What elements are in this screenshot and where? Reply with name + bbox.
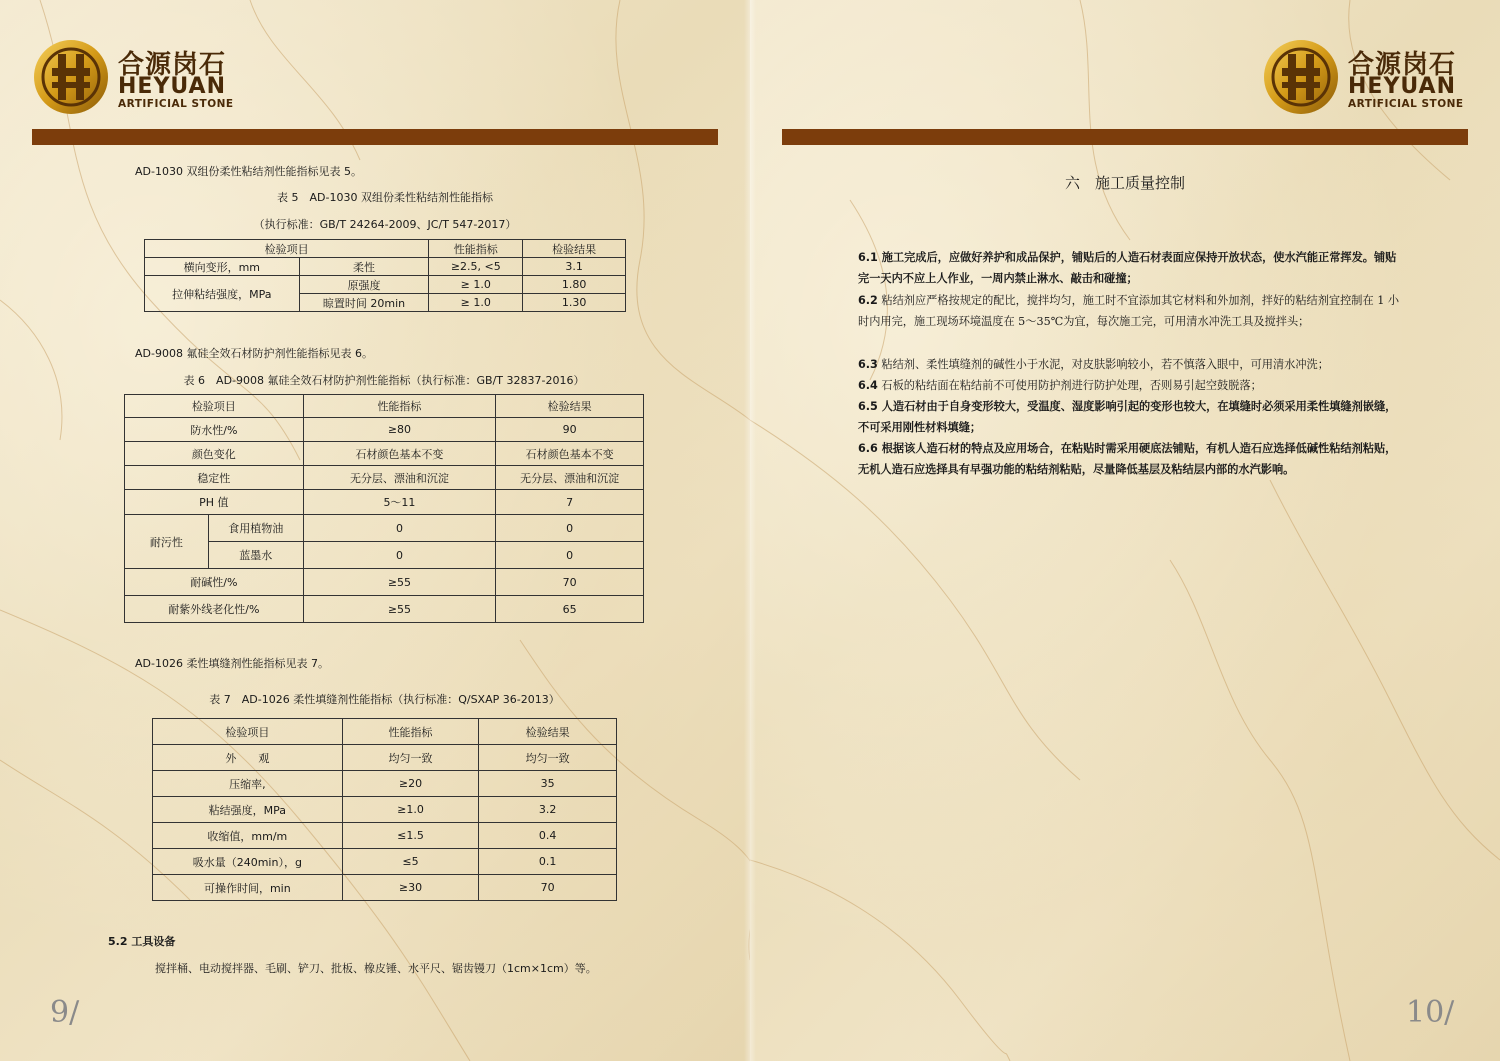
clause-text: 根据该人造石材的特点及应用场合，在粘贴时需采用硬底法铺贴，有机人造石应选择低碱性粘结剂粘贴，无机人造石应选择具有早强功能的粘结剂粘贴，尽量降低基层及粘结层内部的水汽影响。 bbox=[858, 441, 1397, 476]
table6 bbox=[124, 394, 644, 623]
clause-number: 6.5 bbox=[858, 400, 878, 413]
table-header: 性能指标 bbox=[429, 240, 523, 258]
intro-table7: AD-1026 柔性填缝剂性能指标见表 7。 bbox=[135, 657, 329, 670]
clause-6-1 bbox=[858, 247, 1403, 289]
page-right bbox=[750, 0, 1500, 1061]
table-cell: 颜色变化 bbox=[125, 442, 304, 466]
table-row bbox=[153, 719, 617, 745]
table-cell: 外 观 bbox=[153, 745, 343, 771]
table-header: 检验项目 bbox=[125, 395, 304, 418]
table-cell: ≥ 1.0 bbox=[429, 276, 523, 294]
logo-mark-icon bbox=[1262, 38, 1340, 116]
section-title: 六 施工质量控制 bbox=[1064, 174, 1185, 192]
clause-text: 粘结剂、柔性填缝剂的碱性小于水泥，对皮肤影响较小，若不慎落入眼中，可用清水冲洗； bbox=[877, 358, 1329, 371]
table-header: 性能指标 bbox=[303, 395, 496, 418]
table-cell: 35 bbox=[479, 771, 617, 797]
table-row bbox=[153, 875, 617, 901]
table-row bbox=[153, 771, 617, 797]
table-cell: 0.4 bbox=[479, 823, 617, 849]
table-row bbox=[145, 276, 626, 294]
clause-6-6 bbox=[858, 438, 1403, 480]
table-header: 检验结果 bbox=[523, 240, 626, 258]
table-cell: ≥55 bbox=[303, 569, 496, 596]
brand-name-en: HEYUAN bbox=[118, 74, 226, 99]
header-band bbox=[32, 129, 718, 145]
table-cell: PH 值 bbox=[125, 490, 304, 515]
table-row bbox=[125, 515, 644, 542]
table6-title: 表 6 AD-9008 氟硅全效石材防护剂性能指标（执行标准：GB/T 32837-2016） bbox=[183, 374, 585, 387]
brand-logo bbox=[32, 38, 242, 116]
table-cell: 均匀一致 bbox=[479, 745, 617, 771]
table-cell: ≥1.0 bbox=[342, 797, 479, 823]
table-header: 检验结果 bbox=[496, 395, 644, 418]
table-cell: 3.1 bbox=[523, 258, 626, 276]
brand-logo bbox=[1262, 38, 1472, 116]
clause-text: 人造石材由于自身变形较大，受温度、湿度影响引起的变形也较大，在填缝时必须采用柔性填缝剂嵌缝，不可采用刚性材料填缝； bbox=[858, 399, 1397, 434]
clause-text: 施工完成后，应做好养护和成品保护，铺贴后的人造石材表面应保持开放状态，使水汽能正常挥发。铺贴完一天内不应上人作业，一周内禁止淋水、敲击和碰撞； bbox=[858, 250, 1397, 285]
table-cell: 0.1 bbox=[479, 849, 617, 875]
table-cell: 3.2 bbox=[479, 797, 617, 823]
table-cell: 石材颜色基本不变 bbox=[496, 442, 644, 466]
marble-veins bbox=[750, 0, 1500, 1061]
clause-number: 6.2 bbox=[858, 294, 878, 307]
table-header: 性能指标 bbox=[342, 719, 479, 745]
table-cell: 晾置时间 20min bbox=[299, 294, 429, 312]
table-row bbox=[125, 596, 644, 623]
table-cell: ≥55 bbox=[303, 596, 496, 623]
table-cell: 可操作时间，min bbox=[153, 875, 343, 901]
table-cell: 90 bbox=[496, 418, 644, 442]
table-row bbox=[153, 797, 617, 823]
table-header: 检验项目 bbox=[145, 240, 429, 258]
brand-name-en: HEYUAN bbox=[1348, 74, 1456, 99]
table-cell: 耐紫外线老化性/% bbox=[125, 596, 304, 623]
table-cell: 1.30 bbox=[523, 294, 626, 312]
table-cell: 稳定性 bbox=[125, 466, 304, 490]
table-row bbox=[153, 823, 617, 849]
table-cell: 吸水量（240min），g bbox=[153, 849, 343, 875]
table-cell: 防水性/% bbox=[125, 418, 304, 442]
table-row bbox=[125, 569, 644, 596]
table-row bbox=[125, 418, 644, 442]
center-gutter bbox=[744, 0, 756, 1061]
table-cell: 无分层、漂油和沉淀 bbox=[496, 466, 644, 490]
clause-text: 粘结剂应严格按规定的配比，搅拌均匀，施工时不宜添加其它材料和外加剂，拌好的粘结剂宜控制在 1 小时内用完，施工现场环境温度在 5～35℃为宜，每次施工完，可用清水冲洗工具及搅拌头； bbox=[858, 294, 1400, 328]
table-cell: 5～11 bbox=[303, 490, 496, 515]
clause-6-2 bbox=[858, 290, 1403, 332]
table-row bbox=[153, 849, 617, 875]
table-cell: 粘结强度，MPa bbox=[153, 797, 343, 823]
table-cell: 拉伸粘结强度，MPa bbox=[145, 276, 300, 312]
clause-number: 6.3 bbox=[858, 358, 878, 371]
table-row bbox=[125, 442, 644, 466]
page-number-left: 9/ bbox=[50, 995, 80, 1030]
table-row bbox=[153, 745, 617, 771]
table-cell: 0 bbox=[303, 542, 496, 569]
brand-tagline: ARTIFICIAL STONE bbox=[1348, 98, 1464, 110]
clause-6-5 bbox=[858, 396, 1403, 438]
table-cell: ≥20 bbox=[342, 771, 479, 797]
table-cell: ≥ 1.0 bbox=[429, 294, 523, 312]
table-cell: 原强度 bbox=[299, 276, 429, 294]
table-cell: 食用植物油 bbox=[208, 515, 303, 542]
table-cell: 70 bbox=[496, 569, 644, 596]
table-cell: 耐碱性/% bbox=[125, 569, 304, 596]
table-cell: 均匀一致 bbox=[342, 745, 479, 771]
table5 bbox=[144, 239, 626, 312]
table-cell: 横向变形，mm bbox=[145, 258, 300, 276]
table-row bbox=[145, 258, 626, 276]
clause-6-3 bbox=[858, 354, 1403, 375]
table-cell: 耐污性 bbox=[125, 515, 209, 569]
table7-title: 表 7 AD-1026 柔性填缝剂性能指标（执行标准：Q/SXAP 36-2013） bbox=[209, 693, 560, 706]
table-cell: ≤5 bbox=[342, 849, 479, 875]
header-band bbox=[782, 129, 1468, 145]
intro-table6: AD-9008 氟硅全效石材防护剂性能指标见表 6。 bbox=[135, 347, 373, 360]
brand-name-cn: 合源岗石 bbox=[118, 50, 227, 80]
table-cell: 0 bbox=[496, 515, 644, 542]
clause-6-4 bbox=[858, 375, 1403, 396]
table5-standard: （执行标准：GB/T 24264-2009、JC/T 547-2017） bbox=[253, 218, 517, 231]
logo-mark-icon bbox=[32, 38, 110, 116]
intro-table5: AD-1030 双组份柔性粘结剂性能指标见表 5。 bbox=[135, 165, 362, 178]
table-header: 检验结果 bbox=[479, 719, 617, 745]
brand-name-cn: 合源岗石 bbox=[1348, 50, 1457, 80]
table-cell: 柔性 bbox=[299, 258, 429, 276]
brand-tagline: ARTIFICIAL STONE bbox=[118, 98, 234, 110]
table-cell: 65 bbox=[496, 596, 644, 623]
table-cell: 0 bbox=[303, 515, 496, 542]
table-cell: 70 bbox=[479, 875, 617, 901]
table-cell: 压缩率, bbox=[153, 771, 343, 797]
table-cell: 1.80 bbox=[523, 276, 626, 294]
clause-number: 6.1 bbox=[858, 251, 878, 264]
table-cell: 收缩值，mm/m bbox=[153, 823, 343, 849]
table-cell: ≥80 bbox=[303, 418, 496, 442]
table-cell: ≥30 bbox=[342, 875, 479, 901]
clause-number: 6.4 bbox=[858, 379, 878, 392]
table-cell: ≥2.5, <5 bbox=[429, 258, 523, 276]
clause-number: 6.6 bbox=[858, 442, 878, 455]
table-row bbox=[125, 395, 644, 418]
clause-text: 石板的粘结面在粘结前不可使用防护剂进行防护处理，否则易引起空鼓脱落； bbox=[877, 379, 1262, 392]
table5-title: 表 5 AD-1030 双组份柔性粘结剂性能指标 bbox=[277, 191, 493, 204]
table-cell: 蓝墨水 bbox=[208, 542, 303, 569]
table-cell: 无分层、漂油和沉淀 bbox=[303, 466, 496, 490]
tools-heading: 5.2 工具设备 bbox=[108, 935, 176, 948]
tools-text: 搅拌桶、电动搅拌器、毛刷、铲刀、批板、橡皮锤、水平尺、锯齿镘刀（1cm×1cm）等。 bbox=[155, 962, 597, 975]
page-number-right: 10/ bbox=[1406, 995, 1455, 1030]
table-row bbox=[125, 466, 644, 490]
table-cell: 7 bbox=[496, 490, 644, 515]
table-cell: ≤1.5 bbox=[342, 823, 479, 849]
table-row bbox=[125, 490, 644, 515]
table-header: 检验项目 bbox=[153, 719, 343, 745]
table7 bbox=[152, 718, 617, 901]
table-row bbox=[145, 240, 626, 258]
table-cell: 石材颜色基本不变 bbox=[303, 442, 496, 466]
table-cell: 0 bbox=[496, 542, 644, 569]
